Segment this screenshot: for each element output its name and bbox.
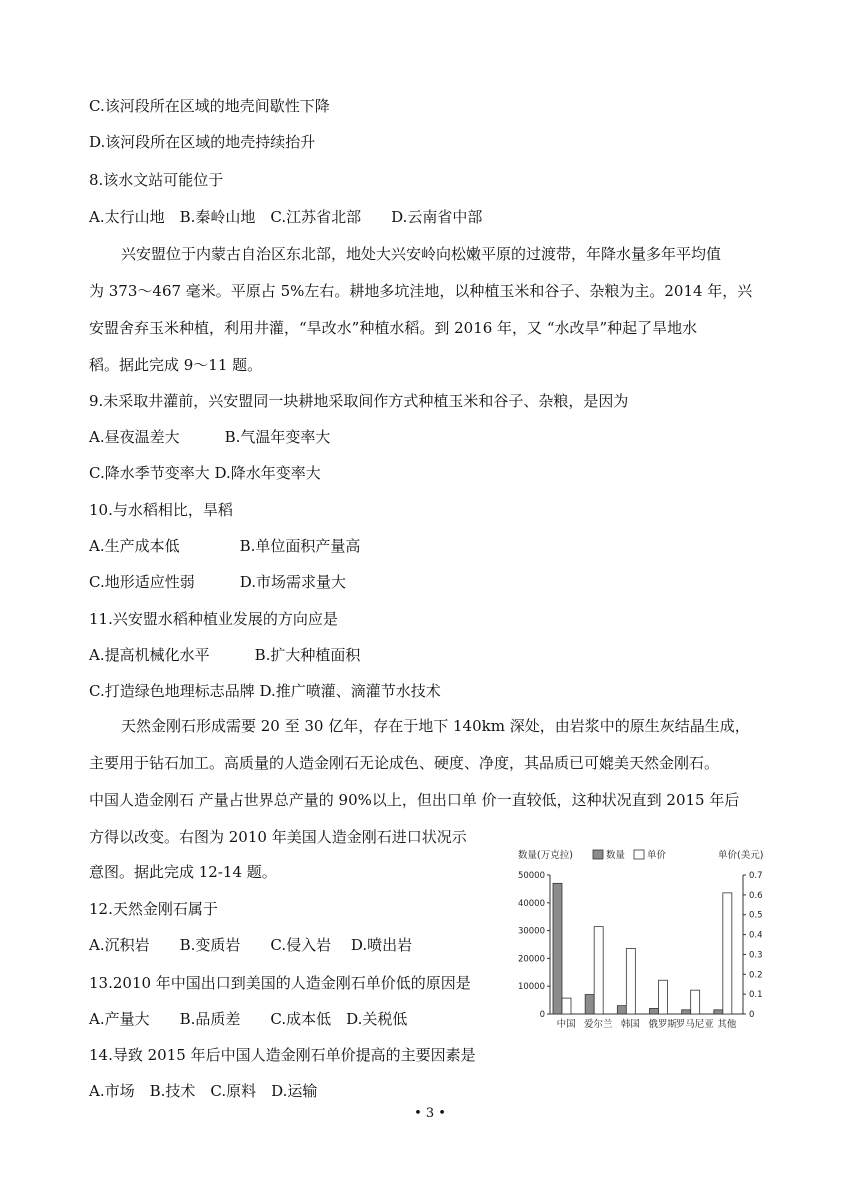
question-8: 8.该水文站可能位于: [89, 171, 224, 189]
import-chart: [510, 842, 772, 1038]
passage-paragraph-line: 为 373～467 毫米。平原占 5%左右。耕地多坑洼地，以种植玉米和谷子、杂粮为主。2014 年，兴: [89, 282, 753, 300]
question-9: 9.未采取井灌前，兴安盟同一块耕地采取间作方式种植玉米和谷子、杂粮，是因为: [89, 392, 629, 410]
passage-paragraph-line: 天然金刚石形成需要 20 至 30 亿年，存在于地下 140km 深处，由岩浆中的原生灰结晶生成，: [121, 717, 750, 735]
y-axis-title: 数量(万克拉): [518, 850, 573, 861]
question-12-options: A.沉积岩 B.变质岩 C.侵入岩 D.喷出岩: [89, 936, 413, 954]
passage-paragraph-line: 主要用于钻石加工。高质量的人造金刚石无论成色、硬度、净度，其品质已可媲美天然金刚石。: [89, 754, 720, 772]
question-11-options-cd: C.打造绿色地理标志品牌 D.推广喷灌、滴灌节水技术: [89, 682, 441, 700]
bar-price-4: [691, 990, 700, 1014]
bar-quantity-5: [714, 1010, 723, 1014]
y-tick-label: 50000: [517, 871, 545, 881]
x-tick-label: 爱尔兰: [583, 1019, 613, 1030]
question-10-options-ab: A.生产成本低 B.单位面积产量高: [89, 537, 361, 555]
bar-price-3: [659, 980, 668, 1014]
y-tick-label: 30000: [517, 926, 545, 937]
x-tick-label: 中国: [556, 1019, 576, 1030]
y-tick-label: 0: [539, 1010, 545, 1020]
y2-tick-label: 0: [749, 1010, 755, 1020]
question-9-options-cd: C.降水季节变率大 D.降水年变率大: [89, 464, 321, 482]
bar-price-2: [626, 948, 635, 1014]
question-14: 14.导致 2015 年后中国人造金刚石单价提高的主要因素是: [89, 1046, 476, 1064]
x-tick-label: 俄罗斯: [648, 1019, 677, 1030]
question-13: 13.2010 年中国出口到美国的人造金刚石单价低的原因是: [89, 974, 471, 992]
option-c-line: C.该河段所在区域的地壳间歇性下降: [89, 97, 330, 115]
x-tick-label: 罗马尼亚: [675, 1019, 714, 1030]
bar-price-1: [594, 927, 603, 1014]
bar-quantity-1: [585, 995, 594, 1014]
y2-tick-label: 0.6: [749, 890, 763, 901]
y2-tick-label: 0.3: [749, 950, 763, 961]
y2-tick-label: 0.5: [749, 910, 763, 921]
y-tick-label: 20000: [517, 954, 545, 965]
option-d-line: D.该河段所在区域的地壳持续抬升: [89, 133, 316, 151]
question-11: 11.兴安盟水稻种植业发展的方向应是: [89, 610, 338, 628]
question-10-options-cd: C.地形适应性弱 D.市场需求量大: [89, 573, 346, 591]
y2-tick-label: 0.7: [749, 871, 763, 881]
y-tick-label: 40000: [517, 898, 545, 909]
question-9-options-ab: A.昼夜温差大 B.气温年变率大: [89, 428, 331, 446]
question-12: 12.天然金刚石属于: [89, 900, 218, 918]
question-11-options-ab: A.提高机械化水平 B.扩大种植面积: [89, 646, 361, 664]
bar-quantity-4: [682, 1010, 691, 1014]
question-10: 10.与水稻相比，旱稻: [89, 501, 233, 519]
legend-label-price: 单价: [647, 850, 667, 861]
bar-quantity-3: [650, 1008, 659, 1014]
y2-tick-label: 0.1: [749, 990, 763, 1001]
passage-paragraph-line: 兴安盟位于内蒙古自治区东北部，地处大兴安岭向松嫩平原的过渡带，年降水量多年平均值: [121, 245, 722, 263]
question-14-options: A.市场 B.技术 C.原料 D.运输: [89, 1082, 318, 1100]
y2-tick-label: 0.2: [749, 970, 763, 981]
passage-paragraph-line: 方得以改变。右图为 2010 年美国人造金刚石进口状况示: [89, 828, 467, 846]
question-8-options: A.太行山地 B.秦岭山地 C.江苏省北部 D.云南省中部: [89, 208, 483, 226]
page-number: • 3 •: [414, 1106, 446, 1121]
passage-paragraph-line: 稻。据此完成 9～11 题。: [89, 356, 263, 374]
passage-paragraph-line: 意图。据此完成 12-14 题。: [89, 863, 277, 881]
y2-tick-label: 0.4: [749, 930, 763, 941]
question-13-options: A.产量大 B.品质差 C.成本低 D.关税低: [89, 1010, 408, 1028]
y2-axis-title: 单价(美元): [718, 850, 764, 861]
chart-marks: [553, 883, 737, 1030]
x-tick-label: 韩国: [620, 1019, 640, 1030]
legend-swatch-price: [634, 850, 644, 859]
bar-quantity-2: [617, 1006, 626, 1014]
legend-swatch-quantity: [593, 850, 603, 859]
bar-price-5: [723, 893, 732, 1014]
bar-quantity-0: [553, 883, 562, 1014]
passage-paragraph-line: 中国人造金刚石 产量占世界总产量的 90%以上，但出口单 价一直较低，这种状况直到 2015 年后: [89, 791, 740, 809]
passage-paragraph-line: 安盟舍弃玉米种植，利用井灌，“旱改水”种植水稻。到 2016 年，又 “水改旱”种起了旱地水: [89, 319, 698, 337]
y-tick-label: 10000: [517, 982, 545, 993]
legend-label-quantity: 数量: [606, 850, 626, 861]
x-tick-label: 其他: [717, 1019, 737, 1030]
bar-price-0: [562, 998, 571, 1014]
